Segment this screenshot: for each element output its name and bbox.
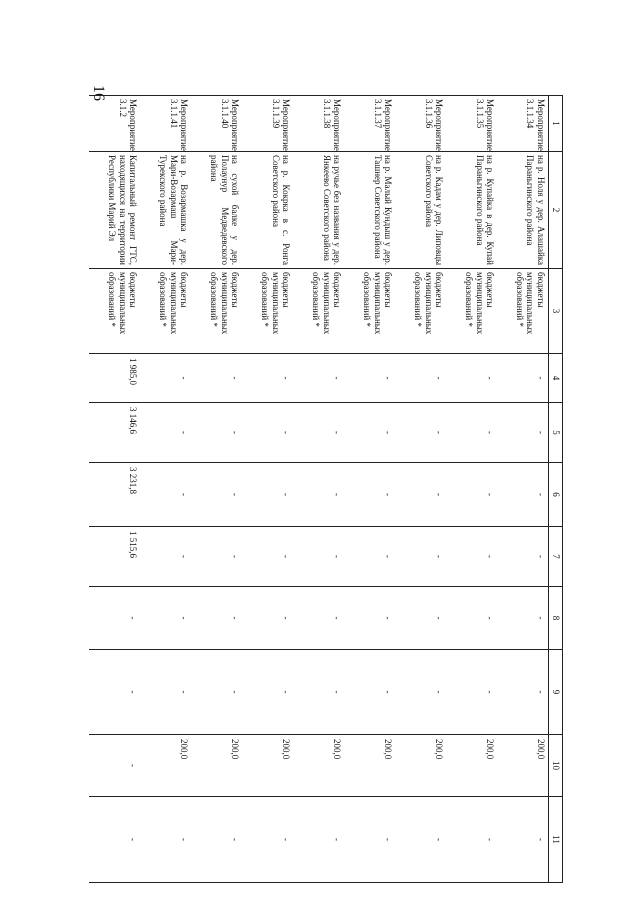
value-col-5: - xyxy=(345,403,396,463)
value-col-10: - xyxy=(90,735,141,797)
column-header: 11 xyxy=(549,797,563,883)
table-row xyxy=(141,96,192,883)
value-col-5: - xyxy=(192,403,243,463)
value-col-5: - xyxy=(243,403,294,463)
value-col-11: - xyxy=(141,797,192,883)
value-col-5: - xyxy=(294,403,345,463)
measure-description: на р. Купайка в дер. Купай Параньгинского района xyxy=(447,152,498,269)
value-col-4: - xyxy=(243,354,294,403)
value-col-10: 200,0 xyxy=(243,735,294,797)
value-col-6: - xyxy=(396,463,447,527)
value-col-6: - xyxy=(192,463,243,527)
value-col-11: - xyxy=(192,797,243,883)
table-row xyxy=(345,96,396,883)
value-col-7: - xyxy=(345,527,396,587)
funding-source: бюджеты муниципальных образований * xyxy=(447,269,498,354)
measure-id: Мероприятие 3.1.1.34 xyxy=(498,96,549,152)
value-col-8: - xyxy=(192,587,243,650)
value-col-11: - xyxy=(447,797,498,883)
value-col-9: - xyxy=(294,650,345,735)
value-col-6: - xyxy=(243,463,294,527)
value-col-4: - xyxy=(498,354,549,403)
measure-id: Мероприятие 3.1.1.38 xyxy=(294,96,345,152)
value-col-10: 200,0 xyxy=(141,735,192,797)
column-header: 4 xyxy=(549,354,563,403)
value-col-6: - xyxy=(447,463,498,527)
value-col-8: - xyxy=(396,587,447,650)
value-col-4: - xyxy=(396,354,447,403)
value-col-10: 200,0 xyxy=(498,735,549,797)
value-col-9: - xyxy=(141,650,192,735)
value-col-10: 200,0 xyxy=(447,735,498,797)
value-col-8: - xyxy=(90,587,141,650)
funding-source: бюджеты муниципальных образований * xyxy=(90,269,141,354)
value-col-7: - xyxy=(243,527,294,587)
funding-source: бюджеты муниципальных образований * xyxy=(294,269,345,354)
table-row xyxy=(90,96,141,883)
value-col-9: - xyxy=(498,650,549,735)
column-header: 5 xyxy=(549,403,563,463)
value-col-8: - xyxy=(345,587,396,650)
value-col-10: 200,0 xyxy=(345,735,396,797)
header-row xyxy=(549,96,563,883)
column-header: 7 xyxy=(549,527,563,587)
measure-description: на сухой балке у дер. Полаунур Медведевского района xyxy=(192,152,243,269)
page-number: 16 xyxy=(90,85,107,101)
measure-id: Мероприятие 3.1.1.39 xyxy=(243,96,294,152)
column-header: 9 xyxy=(549,650,563,735)
table-row xyxy=(498,96,549,883)
value-col-4: - xyxy=(345,354,396,403)
value-col-7: - xyxy=(447,527,498,587)
value-col-5: 3 146,6 xyxy=(90,403,141,463)
value-col-7: - xyxy=(396,527,447,587)
measure-description: на р. Малый Кундыш у дер. Ташнер Советского района xyxy=(345,152,396,269)
measures-table xyxy=(90,95,564,883)
value-col-8: - xyxy=(498,587,549,650)
value-col-4: - xyxy=(447,354,498,403)
value-col-6: - xyxy=(141,463,192,527)
value-col-4: - xyxy=(141,354,192,403)
value-col-4: - xyxy=(294,354,345,403)
value-col-5: - xyxy=(498,403,549,463)
value-col-6: 3 231,8 xyxy=(90,463,141,527)
value-col-9: - xyxy=(243,650,294,735)
measure-description: на р. Возармашка у дер. Мари-Возармаш Мари-Турекского района xyxy=(141,152,192,269)
value-col-7: - xyxy=(294,527,345,587)
value-col-11: - xyxy=(243,797,294,883)
value-col-9: - xyxy=(90,650,141,735)
measure-description: на р. Кадам у дер. Липовцы Советского района xyxy=(396,152,447,269)
value-col-11: - xyxy=(396,797,447,883)
measure-description: на р. Кокрка в с. Ронга Советского района xyxy=(243,152,294,269)
measure-id: Мероприятие 3.1.1.40 xyxy=(192,96,243,152)
value-col-10: 200,0 xyxy=(396,735,447,797)
measure-id: Мероприятие 3.1.1.36 xyxy=(396,96,447,152)
value-col-7: - xyxy=(141,527,192,587)
rotated-table-container xyxy=(107,95,563,882)
funding-source: бюджеты муниципальных образований * xyxy=(141,269,192,354)
table-row xyxy=(192,96,243,883)
column-header: 3 xyxy=(549,269,563,354)
table-row xyxy=(396,96,447,883)
measure-description: на ручье без названия у дер. Янкеево Советского района xyxy=(294,152,345,269)
funding-source: бюджеты муниципальных образований * xyxy=(192,269,243,354)
funding-source: бюджеты муниципальных образований * xyxy=(498,269,549,354)
measure-id: Мероприятие 3.1.1.41 xyxy=(141,96,192,152)
table-row xyxy=(447,96,498,883)
funding-source: бюджеты муниципальных образований * xyxy=(396,269,447,354)
value-col-8: - xyxy=(294,587,345,650)
funding-source: бюджеты муниципальных образований * xyxy=(345,269,396,354)
value-col-7: 1 515,6 xyxy=(90,527,141,587)
measure-description: на р. Ноля у дер. Алашайка Параньгинского района xyxy=(498,152,549,269)
value-col-9: - xyxy=(447,650,498,735)
value-col-11: - xyxy=(90,797,141,883)
value-col-6: - xyxy=(294,463,345,527)
value-col-10: 200,0 xyxy=(294,735,345,797)
measure-id: Мероприятие 3.1.1.37 xyxy=(345,96,396,152)
value-col-8: - xyxy=(447,587,498,650)
value-col-6: - xyxy=(345,463,396,527)
value-col-10: 200,0 xyxy=(192,735,243,797)
value-col-4: 1 985,0 xyxy=(90,354,141,403)
measure-id: Мероприятие 3.1.1.35 xyxy=(447,96,498,152)
value-col-5: - xyxy=(396,403,447,463)
value-col-11: - xyxy=(498,797,549,883)
value-col-11: - xyxy=(345,797,396,883)
measure-id: Мероприятие 3.1.2 xyxy=(90,96,141,152)
column-header: 6 xyxy=(549,463,563,527)
value-col-6: - xyxy=(498,463,549,527)
table-row xyxy=(294,96,345,883)
value-col-8: - xyxy=(141,587,192,650)
value-col-4: - xyxy=(192,354,243,403)
column-header: 1 xyxy=(549,96,563,152)
value-col-7: - xyxy=(498,527,549,587)
table-row xyxy=(243,96,294,883)
value-col-9: - xyxy=(345,650,396,735)
value-col-5: - xyxy=(447,403,498,463)
value-col-8: - xyxy=(243,587,294,650)
value-col-11: - xyxy=(294,797,345,883)
value-col-7: - xyxy=(192,527,243,587)
column-header: 2 xyxy=(549,152,563,269)
value-col-9: - xyxy=(396,650,447,735)
value-col-9: - xyxy=(192,650,243,735)
value-col-5: - xyxy=(141,403,192,463)
measure-description: Капитальный ремонт ГТС, находящихся на территории Республики Марий Эл xyxy=(90,152,141,269)
column-header: 10 xyxy=(549,735,563,797)
column-header: 8 xyxy=(549,587,563,650)
funding-source: бюджеты муниципальных образований * xyxy=(243,269,294,354)
